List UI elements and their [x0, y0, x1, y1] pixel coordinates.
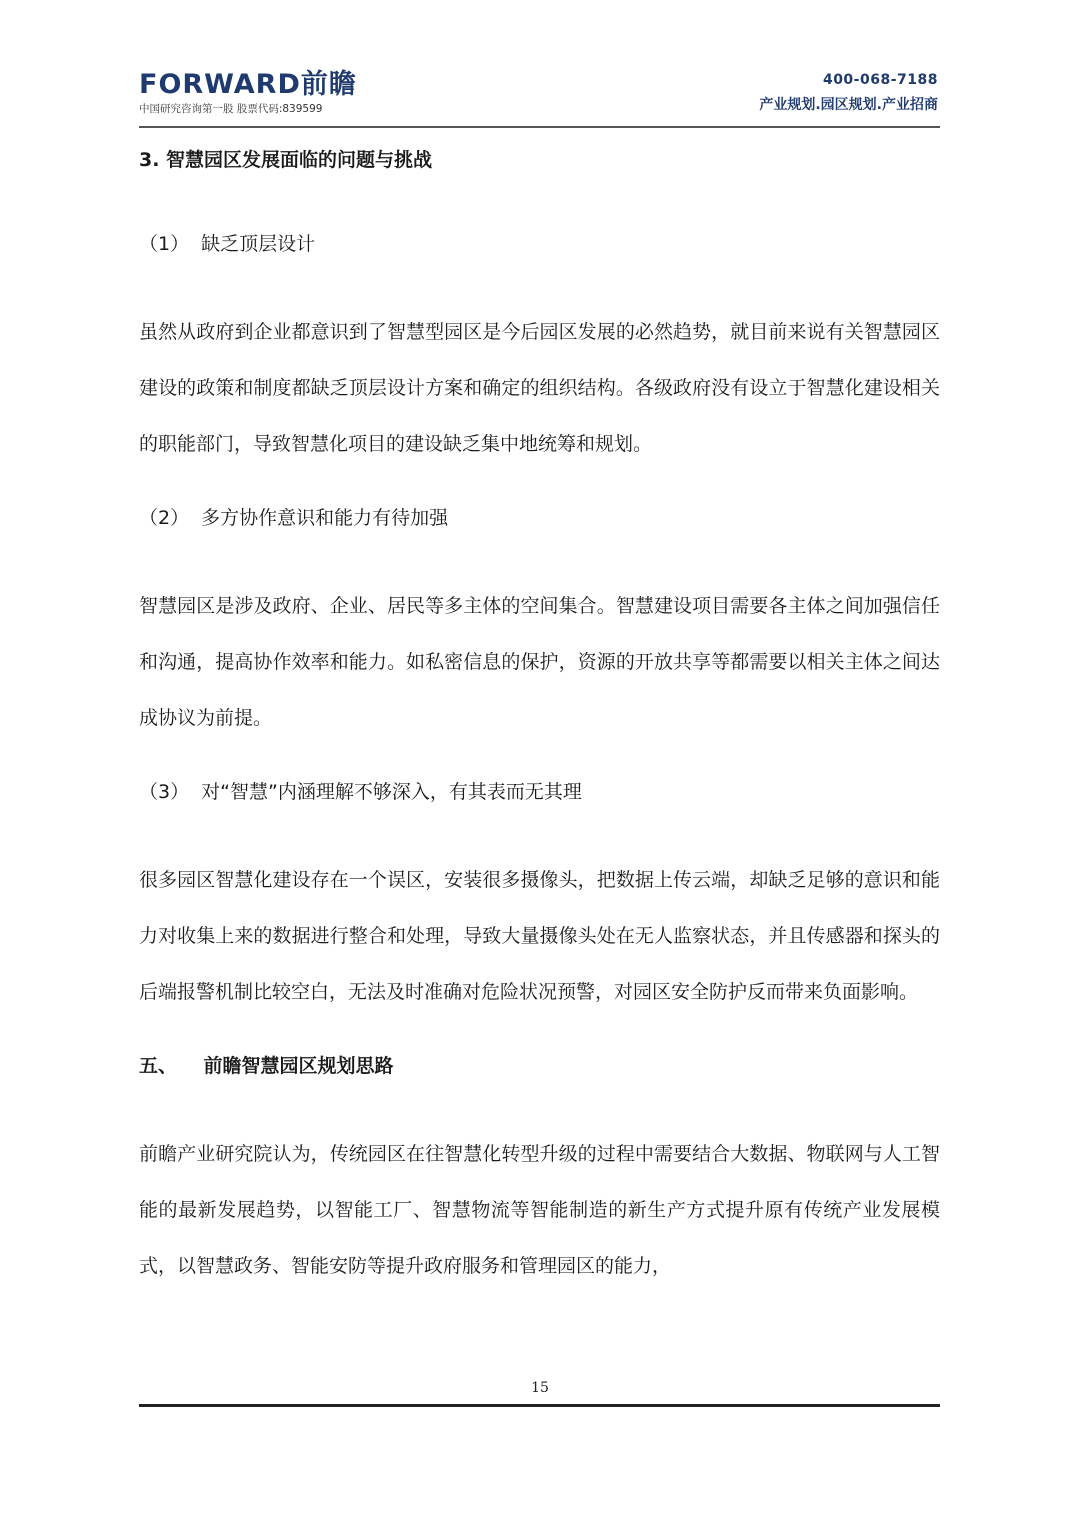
- section-5-title: 五、 前瞻智慧园区规划思路: [139, 1055, 394, 1077]
- page-content: [139, 140, 940, 1294]
- page-number: 15: [531, 1380, 549, 1396]
- phone-number: 400-068-7188: [822, 72, 938, 88]
- logo-subtitle: 中国研究咨询第一股 股票代码:839599: [139, 103, 323, 115]
- section-3-title: 3. 智慧园区发展面临的问题与挑战: [139, 149, 433, 171]
- header-divider: [139, 126, 940, 128]
- item-1-body: 虽然从政府到企业都意识到了智慧型园区是今后园区发展的必然趋势，就目前来说有关智慧园区建设的政策和制度都缺乏顶层设计方案和确定的组织结构。各级政府没有设立于智慧化建设相关的职能部门，导致智慧化项目的建设缺乏集中地统筹和规划。: [139, 321, 940, 455]
- item-3-heading: （3） 对“智慧”内涵理解不够深入，有其表而无其理: [139, 781, 582, 803]
- section-5-body: 前瞻产业研究院认为，传统园区在往智慧化转型升级的过程中需要结合大数据、物联网与人工智能的最新发展趋势，以智能工厂、智慧物流等智能制造的新生产方式提升原有传统产业发展模式，以智慧政务、智能安防等提升政府服务和管理园区的能力，: [139, 1143, 940, 1277]
- forward-logo: [139, 70, 357, 116]
- item-1-heading: （1） 缺乏顶层设计: [139, 233, 316, 255]
- page-header: [139, 66, 940, 128]
- header-tagline: 产业规划.园区规划.产业招商: [759, 97, 938, 113]
- logo-text: FORWARD前瞻: [139, 69, 357, 100]
- item-2-body: 智慧园区是涉及政府、企业、居民等多主体的空间集合。智慧建设项目需要各主体之间加强信任和沟通，提高协作效率和能力。如私密信息的保护，资源的开放共享等都需要以相关主体之间达成协议为前提。: [139, 595, 940, 729]
- item-3-body: 很多园区智慧化建设存在一个误区，安装很多摄像头，把数据上传云端，却缺乏足够的意识和能力对收集上来的数据进行整合和处理，导致大量摄像头处在无人监察状态，并且传感器和探头的后端报警机制比较空白，无法及时准确对危险状况预警，对园区安全防护反而带来负面影响。: [139, 869, 940, 1003]
- header-contact: [759, 72, 938, 114]
- footer-divider: [139, 1404, 940, 1407]
- item-2-heading: （2） 多方协作意识和能力有待加强: [139, 507, 449, 529]
